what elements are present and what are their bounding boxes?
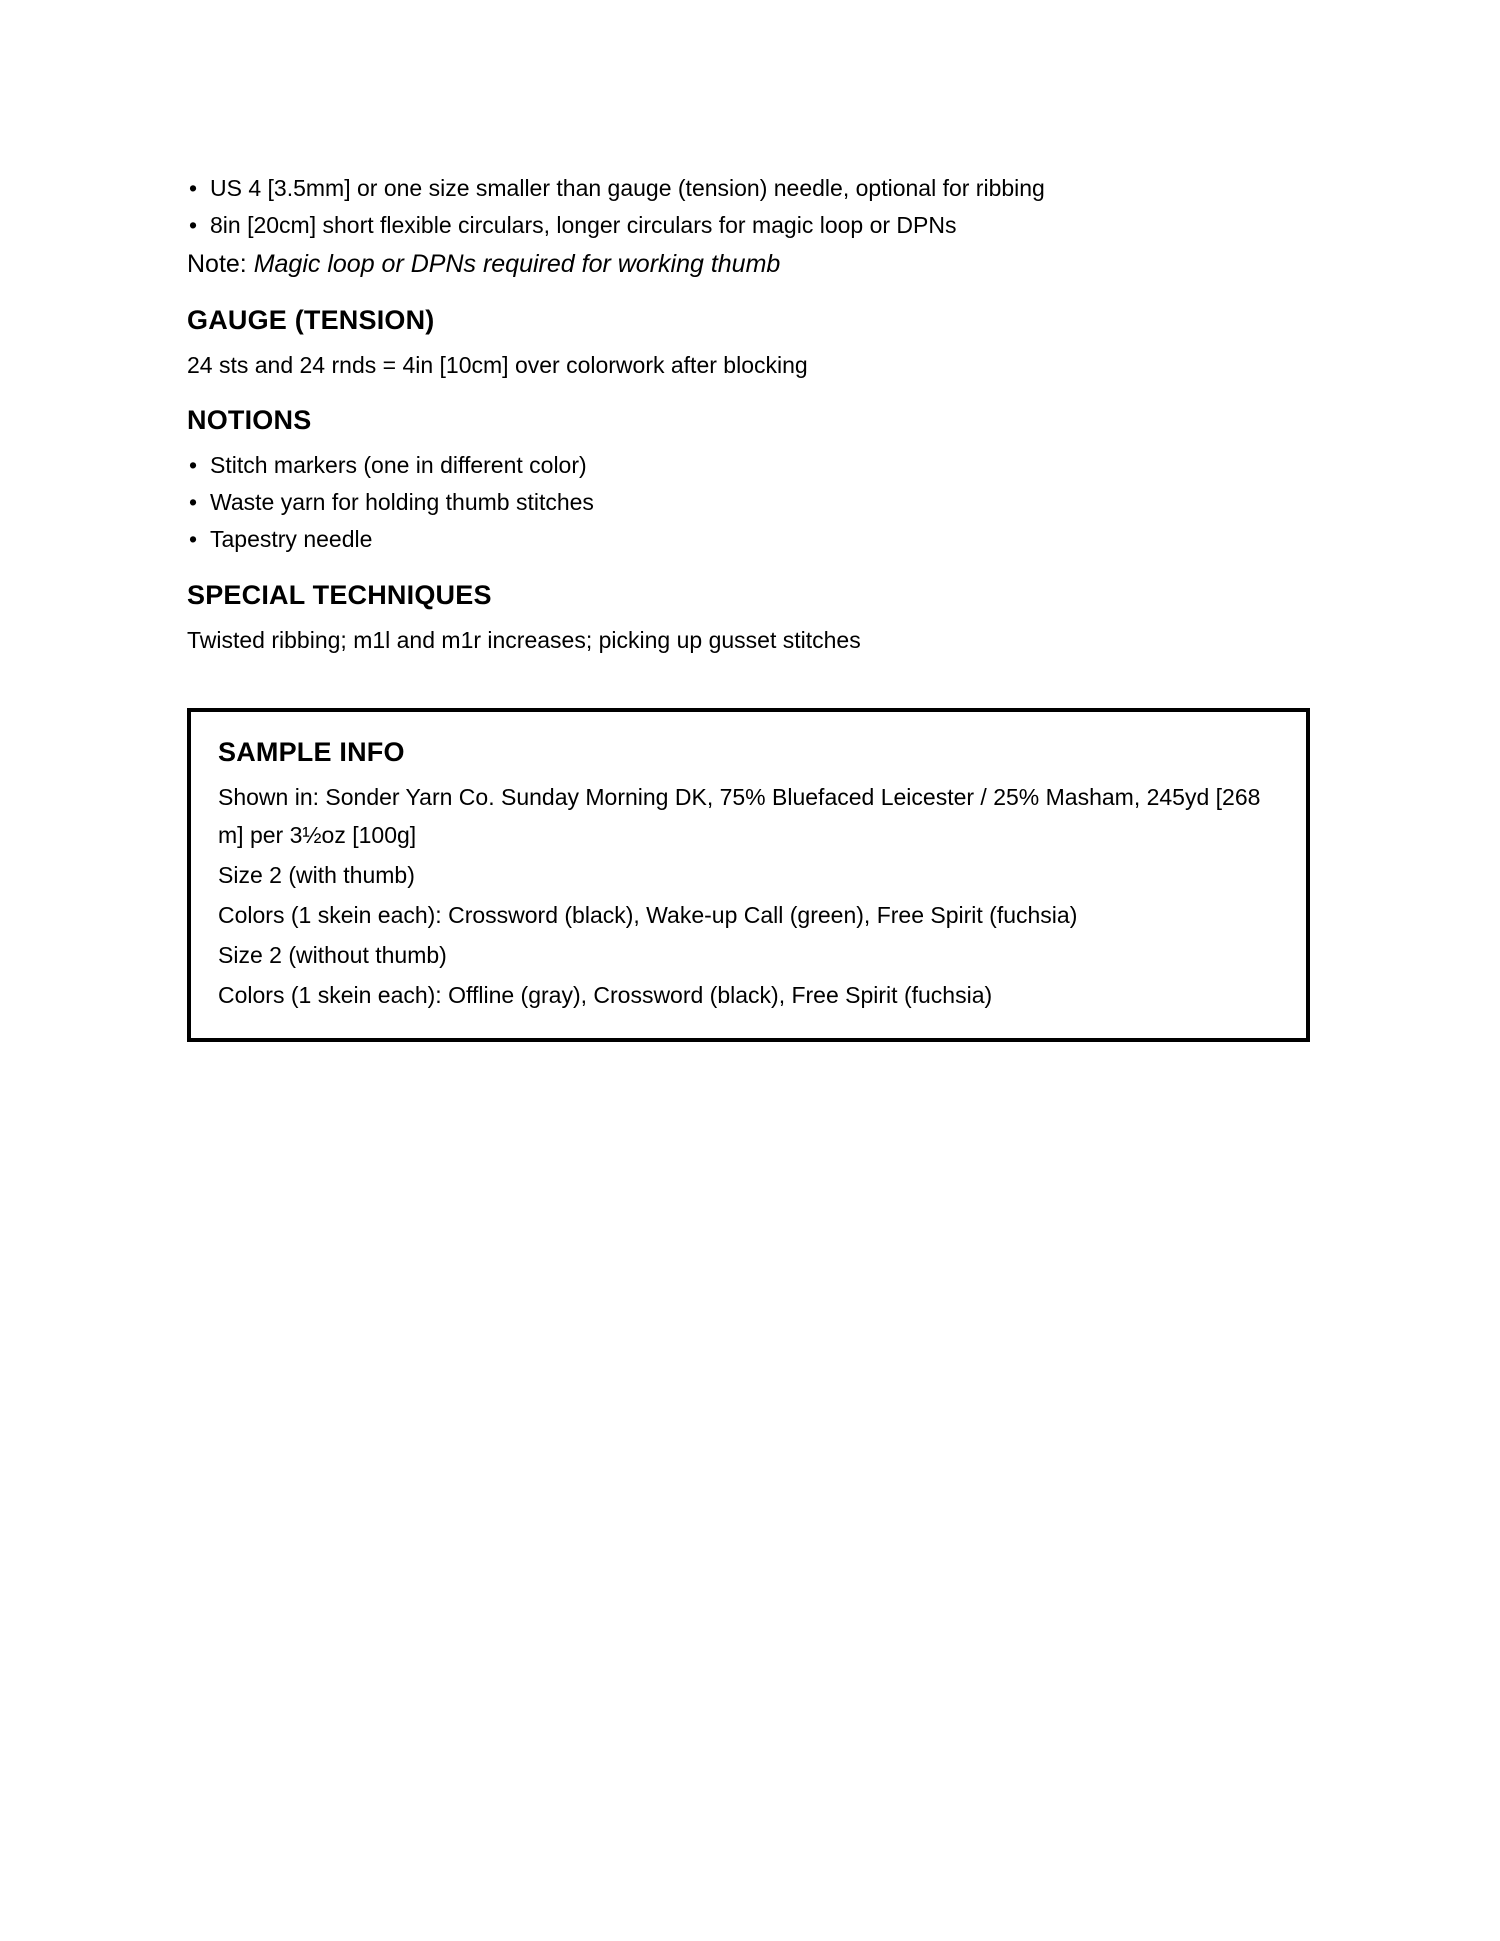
sample-info-shown-in: Shown in: Sonder Yarn Co. Sunday Morning DK, 75% Bluefaced Leicester / 25% Masham, 245yd [268 m] per 3½oz [100g]	[218, 784, 1261, 848]
notions-item-text: Stitch markers (one in different color)	[210, 452, 587, 478]
gauge-body: 24 sts and 24 rnds = 4in [10cm] over colorwork after blocking	[187, 352, 808, 378]
sample-info-heading: SAMPLE INFO	[218, 737, 405, 767]
special-techniques-heading: SPECIAL TECHNIQUES	[187, 580, 492, 610]
note-label: Note:	[187, 250, 254, 278]
notions-item	[187, 521, 1310, 558]
notions-item-text: Tapestry needle	[210, 526, 373, 552]
notions-item	[187, 447, 1310, 484]
notions-heading: NOTIONS	[187, 405, 312, 435]
needles-item-text: US 4 [3.5mm] or one size smaller than gauge (tension) needle, optional for ribbing	[210, 175, 1045, 201]
needles-item	[187, 207, 1310, 244]
note-text: Magic loop or DPNs required for working thumb	[253, 250, 781, 278]
needles-list	[187, 170, 1310, 244]
special-techniques-body: Twisted ribbing; m1l and m1r increases; picking up gusset stitches	[187, 627, 861, 653]
page-content	[187, 170, 1310, 1042]
notions-item	[187, 484, 1310, 521]
sample-info-size-without-thumb: Size 2 (without thumb)	[218, 942, 447, 968]
note-line	[187, 245, 1310, 283]
sample-info-size-with-thumb: Size 2 (with thumb)	[218, 862, 415, 888]
needles-item-text: 8in [20cm] short flexible circulars, longer circulars for magic loop or DPNs	[210, 212, 957, 238]
notions-item-text: Waste yarn for holding thumb stitches	[210, 489, 594, 515]
sample-info-colors-with-thumb: Colors (1 skein each): Crossword (black), Wake-up Call (green), Free Spirit (fuchsia)	[218, 902, 1078, 928]
sample-info-box	[187, 708, 1310, 1042]
sample-info-colors-without-thumb: Colors (1 skein each): Offline (gray), Crossword (black), Free Spirit (fuchsia)	[218, 982, 993, 1008]
notions-list	[187, 447, 1310, 558]
needles-item	[187, 170, 1310, 207]
gauge-heading: GAUGE (TENSION)	[187, 305, 435, 335]
